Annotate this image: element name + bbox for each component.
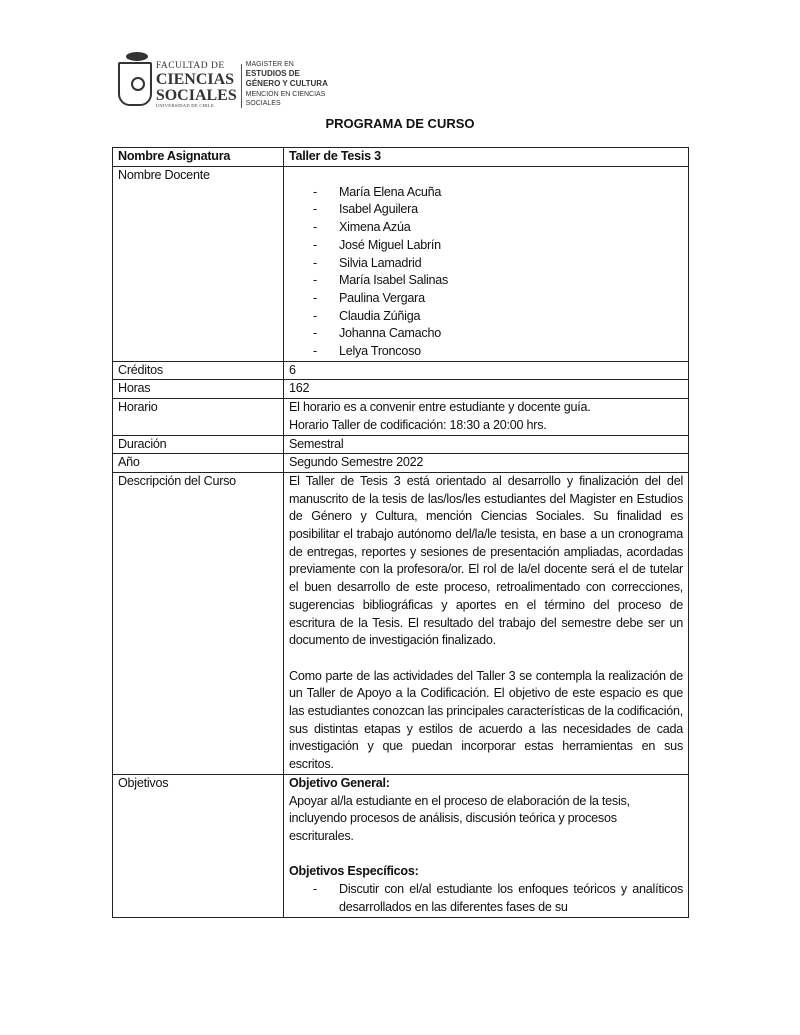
row-label: Duración: [113, 435, 284, 454]
description-paragraph: El Taller de Tesis 3 está orientado al desarrollo y finalización del del manuscrito de la tesis de las/los/les estudiantes del Magister en Estudios de Género y Cultura, mención Ciencias Sociales. Su finalidad es posibilitar el trabajo autónomo del/la/le tesista, en base a un cronograma de entregas, reportes y sesiones de presentación ampliadas, acordadas previamente con la profesora/or. El rol de la/el docente será el de tutelar el buen desarrollo de este proceso, retroalimentado con correcciones, sugerencias bibliográficas y aportes en el término del proceso de escritura de la Tesis. El resultado del trabajo del semestre debe ser un documento de investigación finalizado.: [289, 473, 683, 648]
list-item: - Paulina Vergara: [313, 290, 683, 308]
table-row: [113, 166, 689, 361]
logo-text: GÉNERO Y CULTURA: [245, 79, 328, 89]
list-item: - María Isabel Salinas: [313, 272, 683, 290]
logo-text: CIENCIAS: [155, 70, 235, 88]
list-item: - Silvia Lamadrid: [313, 255, 683, 273]
row-value: [284, 399, 689, 435]
list-item: - María Elena Acuña: [313, 184, 683, 202]
row-value: Semestral: [284, 435, 689, 454]
page-title: PROGRAMA DE CURSO: [325, 116, 475, 131]
university-crest-icon: [118, 62, 152, 106]
logo-text: FACULTAD DE: [155, 61, 225, 71]
row-value: Segundo Semestre 2022: [284, 454, 689, 473]
table-row: [113, 399, 689, 435]
list-item: - Claudia Zúñiga: [313, 308, 683, 326]
general-objective-heading: Objetivo General:: [289, 775, 390, 790]
schedule-line: Horario Taller de codificación: 18:30 a 20:00 hrs.: [289, 417, 547, 432]
course-table: [112, 147, 689, 918]
table-row: [113, 148, 689, 167]
table-row: [113, 435, 689, 454]
specific-objectives-heading: Objetivos Específicos:: [289, 864, 419, 879]
teacher-list: [289, 167, 683, 361]
table-row: [113, 454, 689, 473]
table-row: [113, 472, 689, 774]
row-label: Nombre Asignatura: [113, 148, 284, 167]
table-row: [113, 380, 689, 399]
row-value: [284, 774, 689, 917]
table-row: [113, 774, 689, 917]
list-item: - Isabel Aguilera: [313, 201, 683, 219]
row-label: Año: [113, 454, 284, 473]
schedule-line: El horario es a convenir entre estudiante y docente guía.: [289, 400, 591, 415]
row-label: Horario: [113, 399, 284, 435]
description-paragraph: Como parte de las actividades del Taller 3 se contempla la realización de un Taller de Apoyo a la Codificación. El objetivo de este espacio es que las estudiantes conozcan las principales características de la codificación, sus distintas etapas y estilos de acuerdo a las necesidades de cada investigación y que puedan incorporar estas herramientas en sus escritos.: [289, 668, 684, 772]
logo-text: UNIVERSIDAD DE CHILE: [155, 102, 215, 108]
logo-text: MENCIÓN EN CIENCIAS SOCIALES: [245, 90, 326, 107]
row-label: Créditos: [113, 361, 284, 380]
program-name: [246, 60, 348, 108]
logo-text: SOCIALES: [155, 86, 237, 104]
logo-text: ESTUDIOS DE: [245, 69, 300, 79]
general-objective-text: Apoyar al/la estudiante en el proceso de elaboración de la tesis, incluyendo procesos de análisis, discusión teórica y procesos escriturales.: [289, 793, 630, 843]
list-item: - Discutir con el/al estudiante los enfoques teóricos y analíticos desarrollados en las diferentes fases de su: [313, 881, 683, 916]
logo-divider: [241, 64, 242, 108]
faculty-logo: [118, 50, 348, 108]
row-label: Horas: [113, 380, 284, 399]
table-row: [113, 361, 689, 380]
row-label: Nombre Docente: [113, 166, 284, 361]
row-value: [284, 166, 689, 361]
row-label: Descripción del Curso: [113, 472, 284, 774]
specific-objectives-list: [289, 881, 683, 916]
faculty-name: [156, 62, 237, 108]
list-item: - Ximena Azúa: [313, 219, 683, 237]
list-item: - Johanna Camacho: [313, 325, 683, 343]
row-value: Taller de Tesis 3: [284, 148, 689, 167]
row-value: 6: [284, 361, 689, 380]
logo-text: MAGISTER EN: [245, 60, 294, 68]
row-value: 162: [284, 380, 689, 399]
row-label: Objetivos: [113, 774, 284, 917]
list-item: - José Miguel Labrín: [313, 237, 683, 255]
list-item: - Lelya Troncoso: [313, 343, 683, 361]
row-value: [284, 472, 689, 774]
